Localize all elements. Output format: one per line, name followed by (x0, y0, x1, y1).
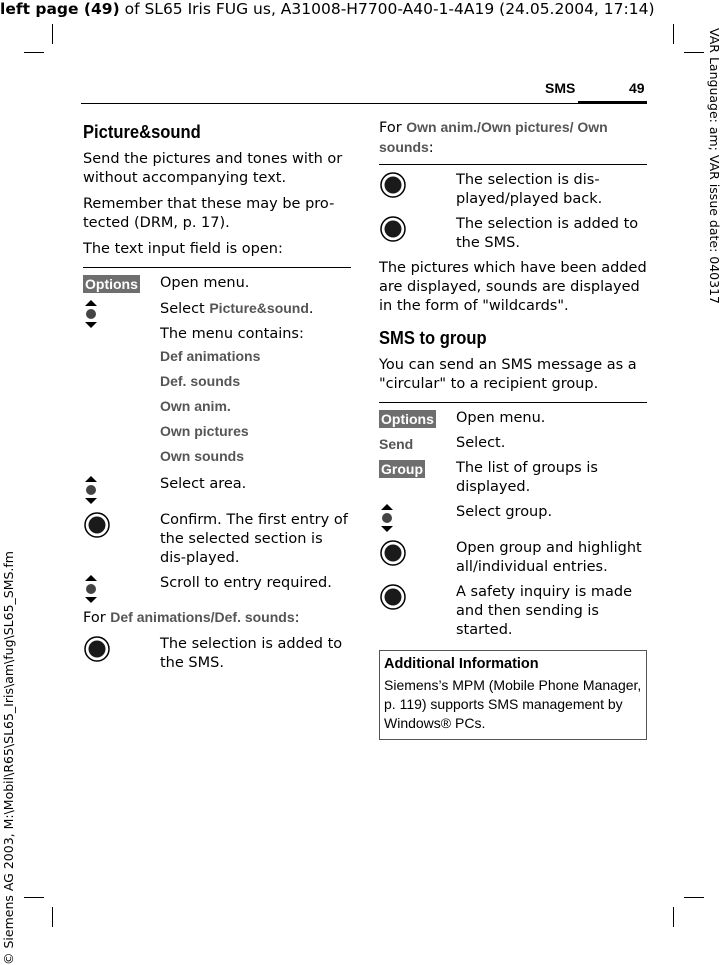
instruction-row (379, 171, 647, 209)
crop-mark (673, 24, 674, 44)
left-column (83, 118, 351, 679)
menu-item-own-sounds: Own sounds (160, 448, 244, 464)
menu-reference: Picture&sound (209, 300, 309, 316)
navigation-key-icon (83, 574, 99, 604)
divider (379, 164, 647, 165)
header-rule-accent (578, 101, 647, 104)
menu-item-def-sounds: Def. sounds (160, 373, 241, 389)
instruction-text: Open menu. (456, 410, 546, 426)
crop-mark (673, 907, 674, 927)
instruction-row (83, 635, 351, 673)
section-title-picture-sound: Picture&sound (83, 122, 201, 142)
instruction-text: Scroll to entry required. (160, 575, 332, 591)
paragraph: Send the pictures and tones with or without accompanying text. (83, 151, 343, 186)
instruction-text: For (379, 120, 407, 136)
paragraph (83, 608, 351, 628)
instruction-text: The list of groups is displayed. (456, 460, 598, 495)
crop-mark (684, 52, 704, 53)
instruction-text: Confirm. The first entry of the selected section is dis-played. (160, 512, 348, 566)
navigation-key-icon (83, 475, 99, 505)
options-softkey[interactable]: Options (85, 276, 138, 292)
copyright-path: © Siemens AG 2003, M:\Mobil\R65\SL65_Iris\am\fug\SL65_SMS.fm (1, 551, 16, 965)
instruction-text: For (83, 610, 111, 626)
options-softkey[interactable]: Options (381, 411, 434, 427)
center-key-icon (379, 539, 407, 567)
crop-mark (684, 897, 704, 898)
divider (83, 267, 351, 268)
instruction-row (379, 409, 647, 428)
instruction-row (379, 215, 647, 253)
paragraph: The text input field is open: (83, 241, 283, 257)
instruction-text: Select group. (456, 504, 553, 520)
center-key-icon (83, 511, 111, 539)
instruction-text: The menu contains: (160, 326, 304, 342)
menu-item-own-pictures: Own pictures (160, 423, 249, 439)
instruction-text: Select area. (160, 476, 247, 492)
production-header-page: left page (49) (0, 0, 120, 18)
crop-mark (24, 897, 44, 898)
menu-item-own-anim: Own anim. (160, 398, 231, 414)
navigation-key-icon (83, 299, 99, 329)
group-softkey[interactable]: Group (381, 461, 423, 477)
paragraph: The pictures which have been added are displayed, sounds are displayed in the form of "wildcards". (379, 260, 647, 314)
menu-reference: Def animations/Def. sounds (110, 609, 295, 625)
page-number: 49 (629, 80, 645, 96)
center-key-icon (83, 635, 111, 663)
instruction-text: The selection is added to the SMS. (160, 636, 343, 671)
instruction-row (83, 475, 351, 505)
instruction-row (379, 583, 647, 640)
crop-mark (52, 907, 53, 927)
center-key-icon (379, 171, 407, 199)
header-rule (81, 103, 647, 104)
production-header-details: of SL65 Iris FUG us, A31008-H7700-A40-1-4A19 (24.05.2004, 17:14) (119, 0, 655, 18)
center-key-icon (379, 215, 407, 243)
menu-reference: Own anim./Own pictures/ Own sounds (379, 119, 608, 155)
instruction-text: Open menu. (160, 275, 250, 291)
paragraph (379, 118, 647, 158)
additional-information-box (379, 650, 647, 740)
paragraph: You can send an SMS message as a "circular" to a recipient group. (379, 357, 637, 392)
instruction-text: Open group and highlight all/individual entries. (456, 540, 642, 575)
var-language-note: VAR Language: am; VAR issue date: 040317 (707, 28, 722, 304)
menu-item-def-animations: Def animations (160, 348, 261, 364)
info-box-title: Additional Information (384, 656, 539, 672)
right-column (379, 118, 647, 740)
instruction-text: Select (160, 301, 210, 317)
instruction-row (379, 459, 647, 497)
instruction-row (379, 539, 647, 577)
production-header (0, 0, 725, 18)
punctuation: : (428, 140, 434, 156)
instruction-row (83, 511, 351, 568)
instruction-text: The selection is dis-played/played back. (456, 172, 603, 207)
instruction-text: Select. (456, 435, 506, 451)
info-box-text: Siemens’s MPM (Mobile Phone Manager, p. 119) supports SMS management by Windows® PCs. (384, 677, 642, 731)
instruction-row (379, 434, 647, 453)
center-key-icon (379, 583, 407, 611)
punctuation: : (294, 610, 300, 626)
running-head-section: SMS (545, 80, 576, 96)
section-title-sms-to-group: SMS to group (379, 328, 487, 348)
instruction-row (83, 574, 351, 604)
divider (379, 402, 647, 403)
menu-reference-send: Send (379, 436, 414, 452)
crop-mark (52, 24, 53, 44)
crop-mark (24, 52, 44, 53)
navigation-key-icon (379, 503, 395, 533)
instruction-row (379, 503, 647, 533)
punctuation: . (308, 301, 314, 317)
instruction-text: The selection is added to the SMS. (456, 216, 639, 251)
instruction-row (83, 274, 351, 293)
instruction-text: A safety inquiry is made and then sending is started. (456, 584, 632, 638)
paragraph: Remember that these may be pro-tected (DRM, p. 17). (83, 196, 335, 231)
instruction-row (83, 299, 351, 469)
